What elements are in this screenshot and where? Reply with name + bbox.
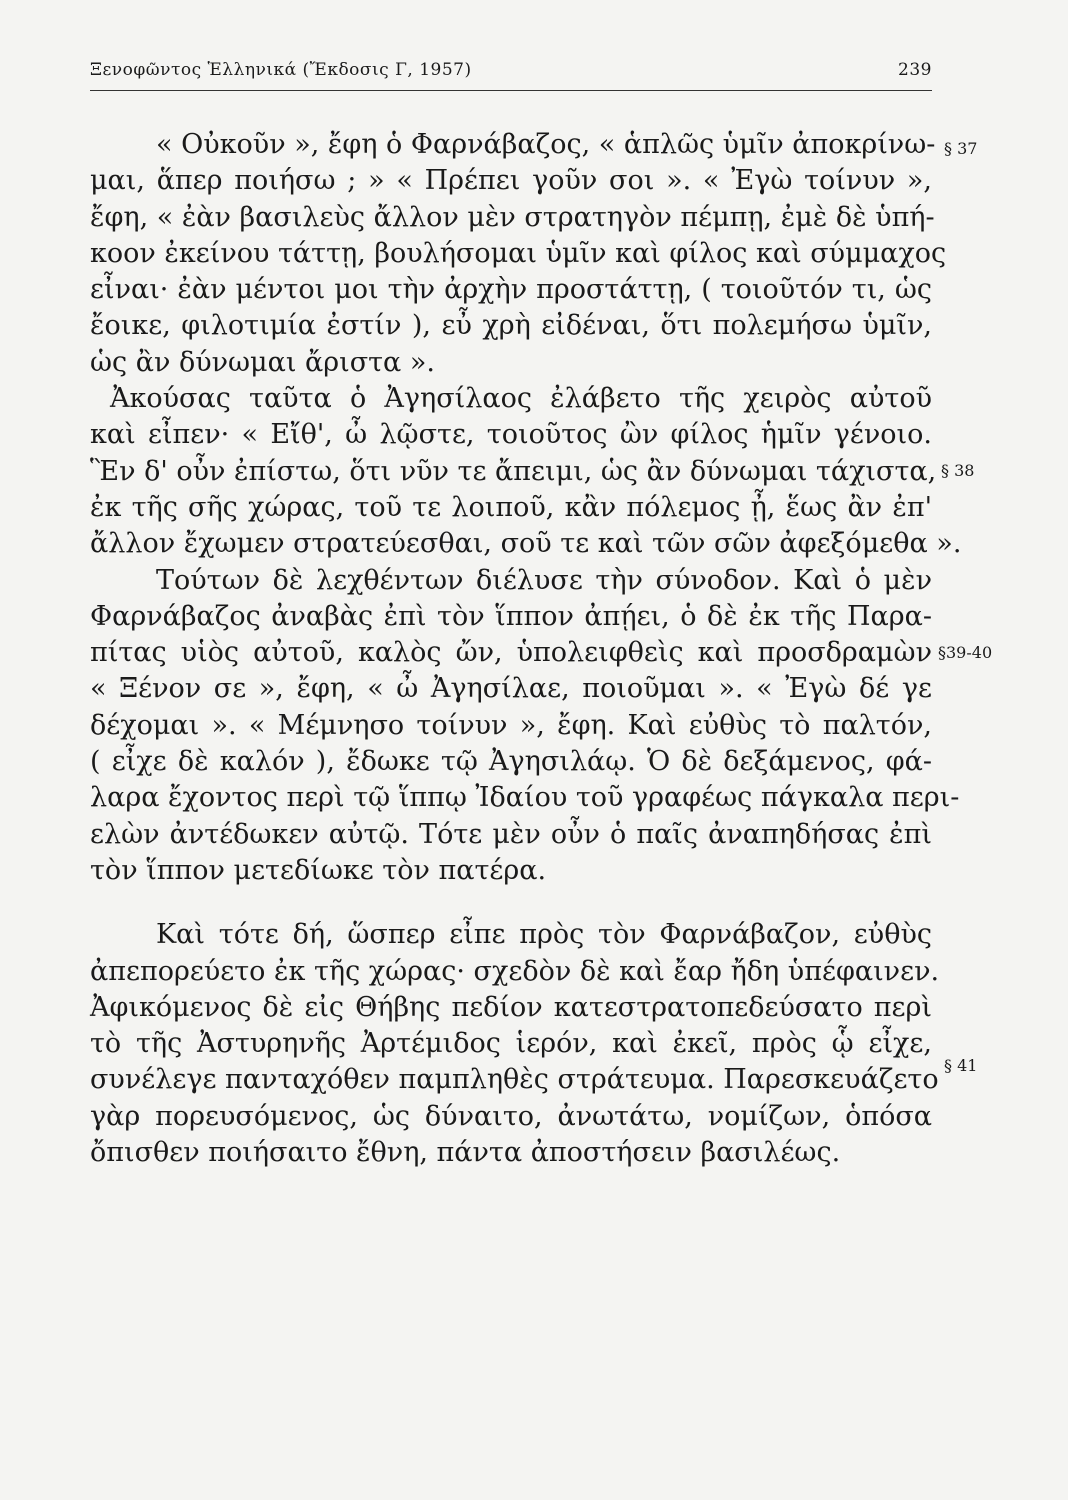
section-marker-41: § 41 (944, 1056, 978, 1075)
text-line: εἶναι· ἐὰν μέντοι μοι τὴν ἀρχὴν προστάττῃ, ( τοιοῦτόν τι, ὡς (90, 274, 932, 306)
text-line: δέχομαι ». « Μέμνησο τοίνυν », ἔφη. Καὶ εὐθὺς τὸ παλτόν, (90, 709, 932, 741)
text-line: πίτας υἱὸς αὐτοῦ, καλὸς ὤν, ὑπολειφθεὶς καὶ προσδραμὼν (90, 637, 932, 669)
running-title: Ξενοφῶντος Ἑλληνικά (Ἔκδοσις Γ, 1957) (90, 60, 472, 80)
text-line: γὰρ πορευσόμενος, ὡς δύναιτο, ἀνωτάτω, νομίζων, ὁπόσα (90, 1100, 932, 1132)
page-number: 239 (898, 60, 932, 80)
text-line: τὸν ἵππον μετεδίωκε τὸν πατέρα. (90, 854, 547, 886)
text-line: ἐκ τῆς σῆς χώρας, τοῦ τε λοιποῦ, κἂν πόλεμος ᾖ, ἕως ἂν ἐπ' (90, 491, 932, 523)
text-line: Καὶ τότε δή, ὥσπερ εἶπε πρὸς τὸν Φαρνάβαζον, εὐθὺς (156, 919, 932, 951)
text-line: ἔφη, « ἐὰν βασιλεὺς ἄλλον μὲν στρατηγὸν πέμπῃ, ἐμὲ δὲ ὑπή- (90, 201, 935, 233)
text-line: Ἀκούσας ταῦτα ὁ Ἀγησίλαος ἐλάβετο τῆς χειρὸς αὐτοῦ (110, 383, 932, 415)
text-line: Ἀφικόμενος δὲ εἰς Θήβης πεδίον κατεστρατοπεδεύσατο περὶ (90, 991, 932, 1023)
text-line: « Οὐκοῦν », ἔφη ὁ Φαρνάβαζος, « ἁπλῶς ὑμῖν ἀποκρίνω- (156, 129, 936, 160)
header-rule (90, 90, 932, 91)
text-line: μαι, ἅπερ ποιήσω ; » « Πρέπει γοῦν σοι ». « Ἐγὼ τοίνυν », (90, 165, 932, 197)
text-line: Τούτων δὲ λεχθέντων διέλυσε τὴν σύνοδον. Καὶ ὁ μὲν (156, 564, 932, 596)
text-line: ελὼν ἀντέδωκεν αὐτῷ. Τότε μὲν οὖν ὁ παῖς ἀναπηδήσας ἐπὶ (90, 818, 932, 850)
text-line: κοον ἐκείνου τάττῃ, βουλήσομαι ὑμῖν καὶ φίλος καὶ σύμμαχος (90, 237, 947, 269)
text-line: Φαρνάβαζος ἀναβὰς ἐπὶ τὸν ἵππον ἀπῄει, ὁ δὲ ἐκ τῆς Παρα- (90, 600, 932, 632)
section-marker-39-40: §39-40 (938, 643, 993, 662)
text-line: ὡς ἂν δύνωμαι ἄριστα ». (90, 346, 435, 378)
text-line: ἔοικε, φιλοτιμία ἐστίν ), εὖ χρὴ εἰδέναι, ὅτι πολεμήσω ὑμῖν, (90, 310, 932, 342)
section-marker-37: § 37 (944, 139, 978, 158)
text-line: ( εἶχε δὲ καλόν ), ἔδωκε τῷ Ἀγησιλάῳ. Ὁ δὲ δεξάμενος, φά- (90, 746, 932, 778)
text-line: συνέλεγε πανταχόθεν παμπληθὲς στράτευμα. Παρεσκευάζετο (90, 1064, 939, 1096)
text-line: Ἓν δ' οὖν ἐπίστω, ὅτι νῦν τε ἄπειμι, ὡς ἂν δύνωμαι τάχιστα, (90, 455, 937, 487)
text-line: « Ξένον σε », ἔφη, « ὦ Ἀγησίλαε, ποιοῦμαι ». « Ἐγὼ δέ γε (90, 673, 932, 705)
section-marker-38: § 38 (941, 461, 975, 480)
paragraph-1 (90, 127, 947, 381)
paragraph-3 (90, 563, 960, 890)
text-line: ἄλλον ἔχωμεν στρατεύεσθαι, σοῦ τε καὶ τῶν σῶν ἀφεξόμεθα ». (90, 528, 962, 560)
text-line: ἀπεπορεύετο ἐκ τῆς χώρας· σχεδὸν δὲ καὶ ἔαρ ἤδη ὑπέφαινεν. (90, 955, 940, 987)
paragraph-4 (90, 917, 940, 1171)
text-line: ὄπισθεν ποιήσαιτο ἔθνη, πάντα ἀποστήσειν βασιλέως. (90, 1137, 841, 1169)
text-line: καὶ εἶπεν· « Εἴθ', ὦ λῷστε, τοιοῦτος ὢν φίλος ἡμῖν γένοιο. (90, 419, 932, 451)
text-line: τὸ τῆς Ἀστυρηνῆς Ἀρτέμιδος ἱερόν, καὶ ἐκεῖ, πρὸς ᾧ εἶχε, (90, 1028, 932, 1060)
paragraph-gap (90, 889, 932, 917)
text-line: λαρα ἔχοντος περὶ τῷ ἵππῳ Ἰδαίου τοῦ γραφέως πάγκαλα περι- (90, 782, 960, 814)
